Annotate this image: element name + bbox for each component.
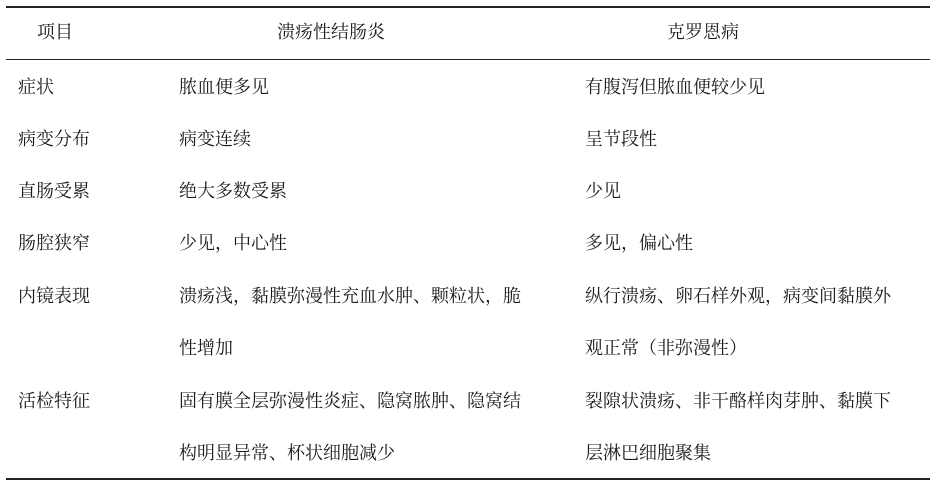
row-item-label: 症状	[18, 77, 54, 98]
table-bottom-rule	[6, 478, 930, 480]
row-item-label: 直肠受累	[18, 181, 90, 202]
uc-cell	[179, 114, 569, 166]
cd-cell	[585, 166, 930, 218]
cd-cell	[585, 271, 930, 375]
cd-text: 有腹泻但脓血便较少见	[585, 77, 765, 98]
row-item-label: 肠腔狭窄	[18, 233, 90, 254]
cd-text: 少见	[585, 181, 621, 202]
cd-cell	[585, 218, 930, 270]
header-item: 项目	[37, 22, 73, 43]
cd-text: 呈节段性	[585, 129, 657, 150]
uc-text: 脓血便多见	[179, 77, 269, 98]
uc-text: 病变连续	[179, 129, 251, 150]
cd-cell	[585, 376, 930, 480]
cd-cell	[585, 114, 930, 166]
uc-cell	[179, 218, 569, 270]
table-header-rule	[6, 59, 930, 60]
uc-text-line-1: 溃疡浅，黏膜弥漫性充血水肿、颗粒状，脆	[179, 286, 521, 307]
cd-text-line-2: 层淋巴细胞聚集	[585, 443, 711, 464]
uc-text-line-2: 性增加	[179, 338, 233, 359]
row-item-cell	[18, 114, 148, 166]
cd-text-line-2: 观正常（非弥漫性）	[585, 338, 747, 359]
table-top-rule	[6, 6, 930, 8]
row-item-label: 活检特征	[18, 391, 90, 412]
row-item-cell	[18, 62, 148, 114]
row-item-cell	[18, 376, 148, 428]
row-item-label: 病变分布	[18, 129, 90, 150]
uc-cell	[179, 166, 569, 218]
row-item-cell	[18, 218, 148, 270]
uc-text-line-2: 构明显异常、杯状细胞减少	[179, 443, 395, 464]
row-item-label: 内镜表现	[18, 286, 90, 307]
cd-text: 多见，偏心性	[585, 233, 693, 254]
uc-cell	[179, 271, 569, 375]
uc-cell	[179, 62, 569, 114]
cd-cell	[585, 62, 930, 114]
uc-text: 绝大多数受累	[179, 181, 287, 202]
header-crohns-disease: 克罗恩病	[667, 22, 739, 43]
row-item-cell	[18, 166, 148, 218]
uc-text-line-1: 固有膜全层弥漫性炎症、隐窝脓肿、隐窝结	[179, 391, 521, 412]
cd-text-line-1: 裂隙状溃疡、非干酪样肉芽肿、黏膜下	[585, 391, 891, 412]
row-item-cell	[18, 271, 148, 323]
uc-text: 少见，中心性	[179, 233, 287, 254]
header-ulcerative-colitis: 溃疡性结肠炎	[277, 22, 385, 43]
cd-text-line-1: 纵行溃疡、卵石样外观，病变间黏膜外	[585, 286, 891, 307]
uc-cell	[179, 376, 569, 480]
